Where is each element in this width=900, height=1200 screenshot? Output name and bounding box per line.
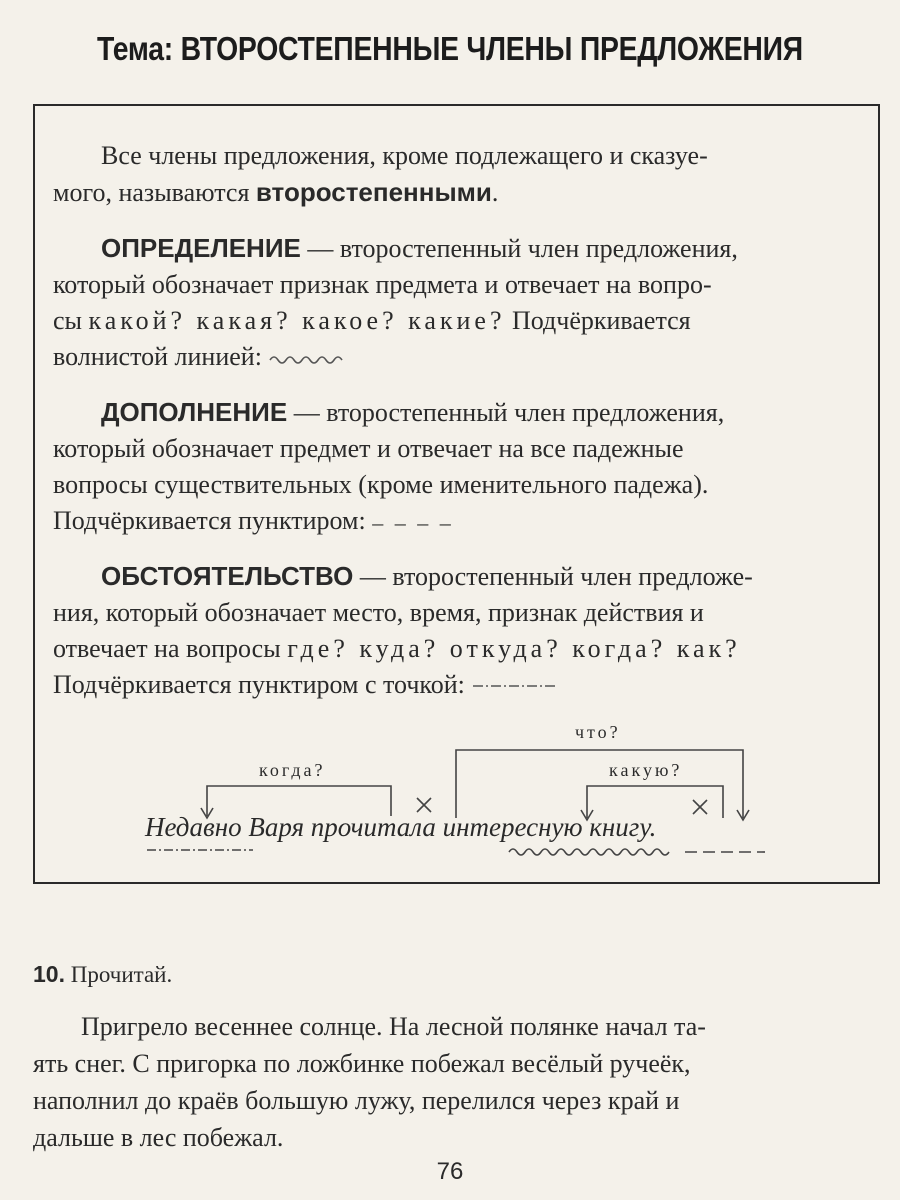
intro-line-1: Все члены предложения, кроме подлежащего и сказуе- <box>101 141 708 170</box>
example-diagram <box>35 106 880 882</box>
example-sentence: Недавно Варя прочитала интересную книгу. <box>145 812 657 842</box>
exercise-number: 10. <box>33 961 65 987</box>
page-title: Тема: ВТОРОСТЕПЕННЫЕ ЧЛЕНЫ ПРЕДЛОЖЕНИЯ <box>97 30 803 67</box>
term-dopolnenie: ДОПОЛНЕНИЕ <box>101 397 288 427</box>
term-opredelenie: ОПРЕДЕЛЕНИЕ <box>101 233 301 263</box>
questions-obstoyatelstvo: где? куда? откуда? когда? как? <box>287 634 741 663</box>
questions-opredelenie: какой? какая? какое? какие? <box>88 306 506 335</box>
intro-bold-term: второстепенными <box>255 177 492 207</box>
question-which-label: какую? <box>609 760 683 780</box>
definition-opredelenie: ОПРЕДЕЛЕНИЕ — второстепенный член предложения, который обозначает признак предмета и отвечает на вопро- сы какой? какая? какое? какие? Подчёркивается волнистой линией: <box>53 233 738 371</box>
question-when-label: когда? <box>259 760 326 780</box>
intro-line-2: мого, называются <box>53 178 250 207</box>
question-what-label: что? <box>575 722 621 742</box>
dashed-line-sample: – – – – <box>372 510 454 536</box>
definition-obstoyatelstvo: ОБСТОЯТЕЛЬСТВО — второстепенный член предложе- ния, который обозначает место, время, признак действия и отвечает на вопросы где? куда? откуда? когда? как? Подчёркивается пунктиром с точкой: <box>53 561 753 699</box>
page-number: 76 <box>436 1158 464 1185</box>
term-obstoyatelstvo: ОБСТОЯТЕЛЬСТВО <box>101 561 354 591</box>
exercise-text: Пригрело весеннее солнце. На лесной полянке начал та- ять снег. С пригорка по ложбинке побежал весёлый ручеёк, наполнил до краёв большую лужу, перелился через край и дальше в лес побежал. <box>33 1012 706 1152</box>
exercise-instruction: Прочитай. <box>70 962 173 987</box>
rule-box <box>33 104 880 884</box>
definition-dopolnenie: ДОПОЛНЕНИЕ — второстепенный член предложения, который обозначает предмет и отвечает на все падежные вопросы существительных (кроме именительного падежа). Подчёркивается пунктиром: – – – – <box>53 394 873 541</box>
intro-paragraph: Все члены предложения, кроме подлежащего и сказуе- мого, называются второстепенными. <box>53 141 708 207</box>
exercise-header <box>33 958 172 991</box>
